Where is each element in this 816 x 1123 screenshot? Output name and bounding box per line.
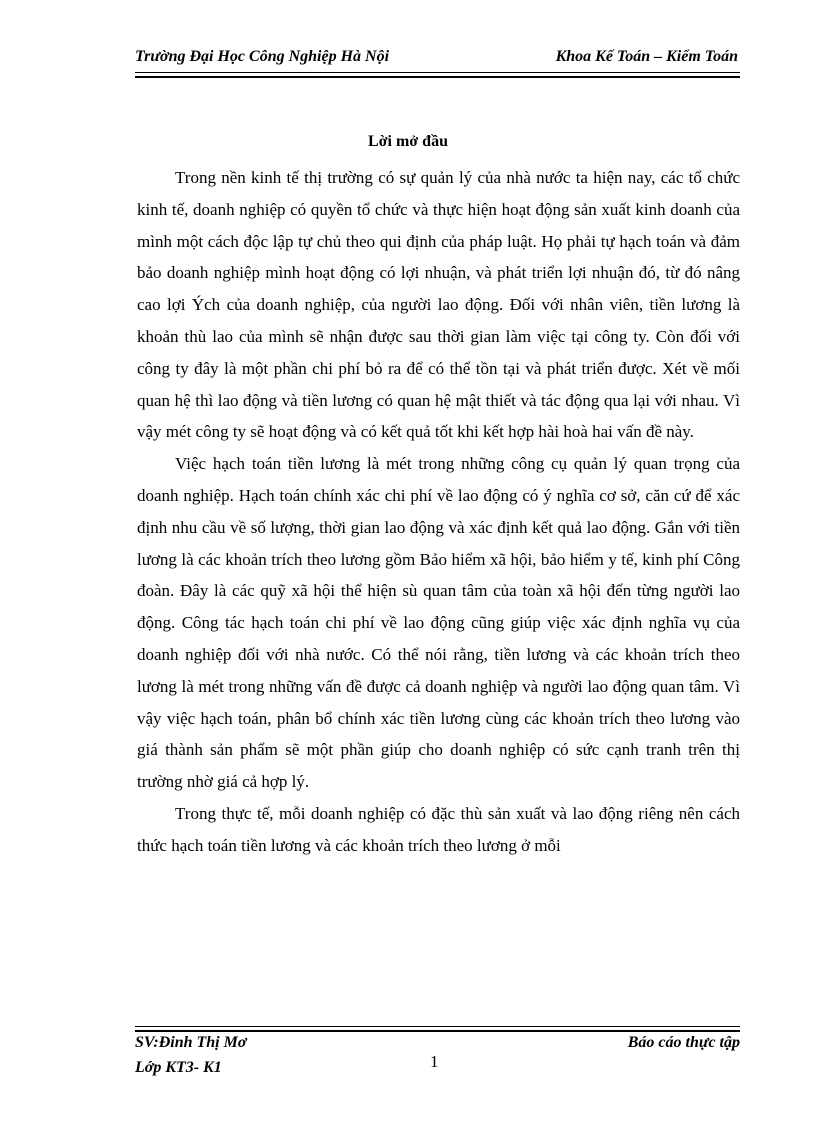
paragraph-1: Trong nền kinh tế thị trường có sự quản lý của nhà nước ta hiện nay, các tổ chức kinh tế, doanh nghiệp có quyền tổ chức và thực hiện hoạt động sản xuất kinh doanh của mình một cách độc lập tự chủ theo qui định của pháp luật. Họ phải tự hạch toán và đảm bảo doanh nghiệp mình hoạt động có lợi nhuận, và phát triển lợi nhuận đó, từ đó nâng cao lợi Ých của doanh nghiệp, của người lao động. Đối với nhân viên, tiền lương là khoản thù lao của mình sẽ nhận được sau thời gian làm việc tại công ty. Còn đối với công ty đây là một phần chi phí bỏ ra để có thể tồn tại và phát triển được. Xét về mối quan hệ thì lao động và tiền lương có quan hệ mật thiết và tác động qua lại với nhau. Vì vậy mét công ty sẽ hoạt động và có kết quả tốt khi kết hợp hài hoà hai vấn đề này. — [137, 168, 740, 442]
header-divider — [135, 72, 740, 73]
paragraph-3: Trong thực tế, mỗi doanh nghiệp có đặc thù sản xuất và lao động riêng nên cách thức hạch toán tiền lương và các khoản trích theo lương ở mỗi — [137, 803, 740, 855]
footer-class: Lớp KT3- K1 — [135, 1059, 222, 1076]
footer-report-type: Báo cáo thực tập — [627, 1034, 740, 1051]
footer-student-name: SV:Đinh Thị Mơ — [135, 1034, 247, 1051]
header-faculty: Khoa Kế Toán – Kiểm Toán — [555, 48, 738, 65]
page-header — [135, 48, 738, 72]
page-number: 1 — [430, 1052, 439, 1071]
document-body — [137, 162, 740, 862]
header-university: Trường Đại Học Công Nghiệp Hà Nội — [135, 48, 390, 65]
header-divider-thick — [135, 76, 740, 78]
page-footer — [135, 1034, 740, 1084]
paragraph-2: Việc hạch toán tiền lương là mét trong những công cụ quản lý quan trọng của doanh nghiệp. Hạch toán chính xác chi phí về lao động có ý nghĩa cơ sở, căn cứ để xác định nhu cầu về số lượng, thời gian lao động và xác định kết quả lao động. Gắn với tiền lương là các khoản trích theo lương gồm Bảo hiểm xã hội, bảo hiểm y tế, kinh phí Công đoàn. Đây là các quỹ xã hội thể hiện sù quan tâm của toàn xã hội đến từng người lao động. Công tác hạch toán chi phí về lao động cũng giúp việc xác định nghĩa vụ của doanh nghiệp đối với nhà nước. Có thể nói rằng, tiền lương và các khoản trích theo lương là mét trong những vấn đề được cả doanh nghiệp và người lao động quan tâm. Vì vậy việc hạch toán, phân bổ chính xác tiền lương cùng các khoản trích theo lương vào giá thành sản phẩm sẽ một phần giúp cho doanh nghiệp có sức cạnh tranh trên thị trường nhờ giá cả hợp lý. — [137, 454, 740, 792]
footer-divider-thick — [135, 1030, 740, 1032]
footer-divider — [135, 1026, 740, 1027]
document-title: Lời mở đầu — [368, 133, 448, 150]
